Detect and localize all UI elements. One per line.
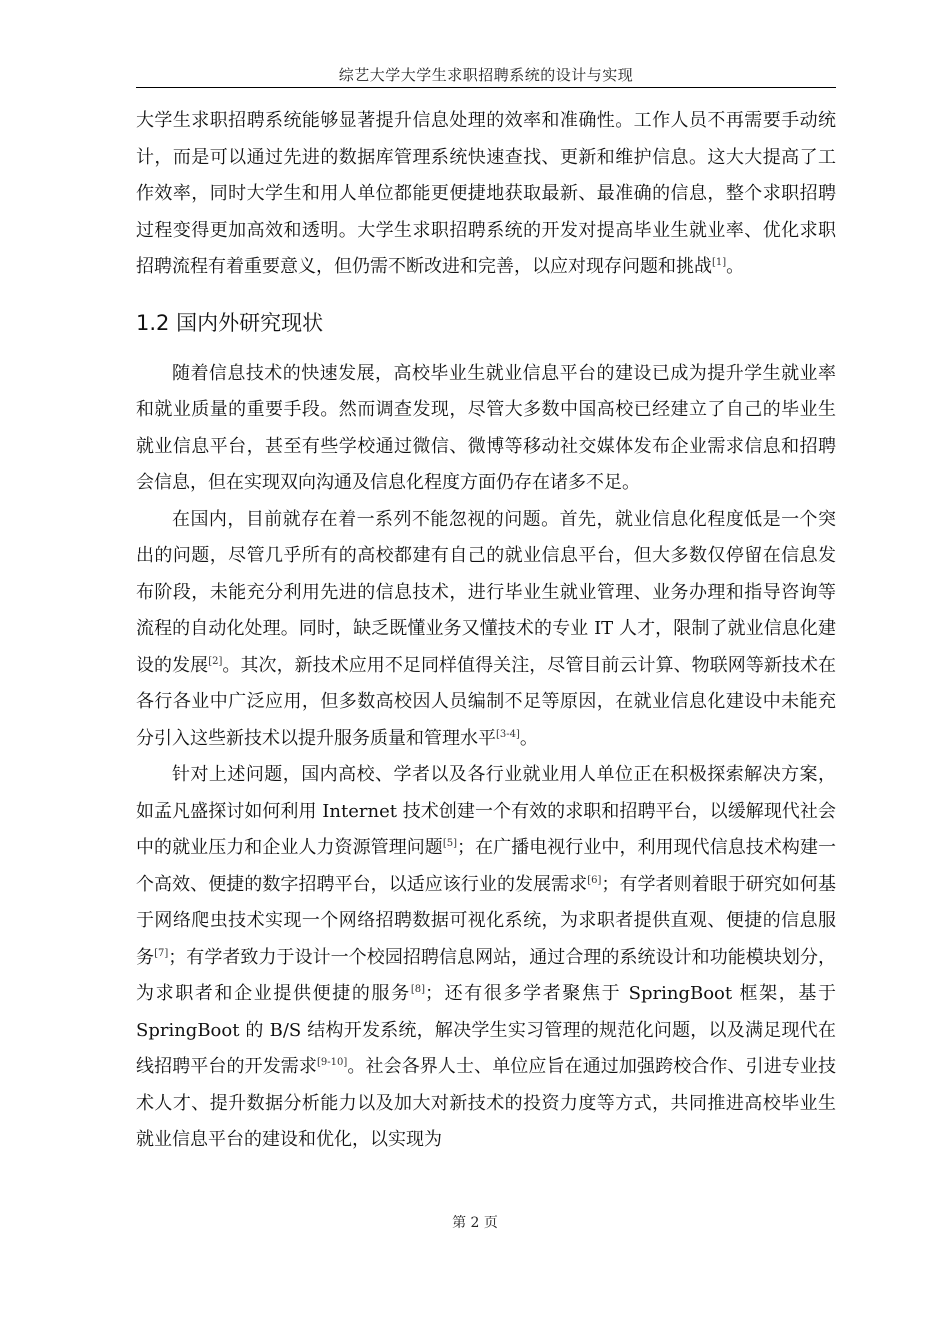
text-run: 。 bbox=[519, 727, 538, 749]
text-run: 针对上述问题，国内高校、学者以及各行业就业用人单位正在积极探索解决方案，如孟凡盛探讨如何利用 Internet 技术创建一个有效的求职和招聘平台，以缓解现代社会中的就业压力和企业人力资源管理问题 bbox=[136, 764, 836, 858]
citation-ref: [9-10] bbox=[317, 1057, 348, 1068]
citation-ref: [6] bbox=[587, 874, 602, 886]
citation-ref: [7] bbox=[154, 947, 169, 959]
citation-ref: [5] bbox=[442, 838, 458, 849]
paragraph bbox=[136, 103, 836, 286]
citation-ref: [1] bbox=[712, 257, 727, 268]
text-run: 在国内，目前就存在着一系列不能忽视的问题。首先，就业信息化程度低是一个突出的问题，尽管几乎所有的高校都建有自己的就业信息平台，但大多数仅停留在信息发布阶段，未能充分利用先进的信息技术，进行毕业生就业管理、业务办理和指导咨询等流程的自动化处理。同时，缺乏既懂业务又懂技术的专业 IT 人才，限制了就业信息化建设的发展 bbox=[136, 508, 836, 676]
text-run: ；有学者致力于设计一个校园招聘信息网站，通过合理的系统设计和功能模块划分，为求职者和企业提供便捷的服务 bbox=[136, 946, 837, 1004]
text-run: 随着信息技术的快速发展，高校毕业生就业信息平台的建设已成为提升学生就业率和就业质量的重要手段。然而调查发现，尽管大多数中国高校已经建立了自己的毕业生就业信息平台，甚至有些学校通过微信、微博等移动社交媒体发布企业需求信息和招聘会信息，但在实现双向沟通及信息化程度方面仍存在诸多不足。 bbox=[136, 362, 836, 493]
body-text bbox=[136, 103, 836, 1159]
running-header-title: 综艺大学大学生求职招聘系统的设计与实现 bbox=[338, 66, 634, 84]
text-run: 。 bbox=[726, 256, 745, 277]
header-rule bbox=[136, 87, 836, 88]
citation-ref: [3-4] bbox=[496, 728, 520, 740]
citation-ref: [8] bbox=[410, 984, 425, 995]
page-number: 第 2 页 bbox=[452, 1215, 498, 1231]
text-run: ；在广播电视行业中，利用现代信息技术构建一个高效、便捷的数字招聘平台，以适应该行业的发展需求 bbox=[136, 837, 837, 895]
paragraph bbox=[136, 502, 836, 758]
text-run: 。社会各界人士、单位应旨在通过加强跨校合作、引进专业技术人才、提升数据分析能力以及加大对新技术的投资力度等方式，共同推进高校毕业生就业信息平台的建设和优化，以实现为 bbox=[136, 1056, 837, 1150]
text-run: ；有学者则着眼于研究如何基于网络爬虫技术实现一个网络招聘数据可视化系统，为求职者提供直观、便捷的信息服务 bbox=[136, 873, 836, 968]
text-run: ；还有很多学者聚焦于 SpringBoot 框架，基于 SpringBoot 的 B/S 结构开发系统，解决学生实习管理的规范化问题，以及满足现代在线招聘平台的开发需求 bbox=[136, 983, 836, 1077]
paragraph bbox=[136, 356, 836, 502]
text-run: 大学生求职招聘系统能够显著提升信息处理的效率和准确性。工作人员不再需要手动统计，而是可以通过先进的数据库管理系统快速查找、更新和维护信息。这大大提高了工作效率，同时大学生和用人单位都能更便捷地获取最新、最准确的信息，整个求职招聘过程变得更加高效和透明。大学生求职招聘系统的开发对提高毕业生就业率、优化求职招聘流程有着重要意义，但仍需不断改进和完善，以应对现存问题和挑战 bbox=[136, 110, 836, 277]
section-heading: 1.2 国内外研究现状 bbox=[136, 310, 324, 335]
text-run: 。其次，新技术应用不足同样值得关注，尽管目前云计算、物联网等新技术在各行各业中广泛应用，但多数高校因人员编制不足等原因，在就业信息化建设中未能充分引入这些新技术以提升服务质量和管理水平 bbox=[136, 654, 837, 749]
citation-ref: [2] bbox=[208, 655, 223, 667]
paragraph bbox=[136, 757, 836, 1159]
